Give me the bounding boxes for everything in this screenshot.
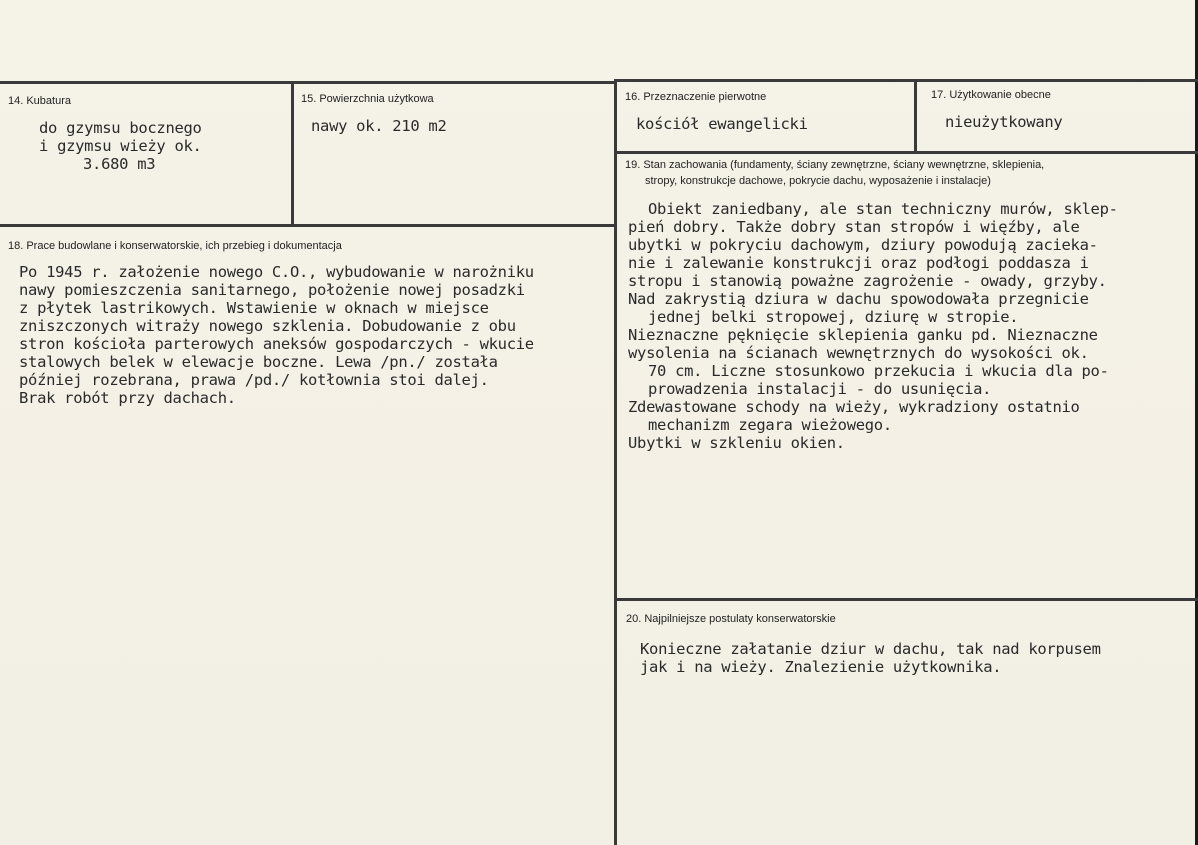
center-divider [614, 80, 617, 845]
field-19-line-11: prowadzenia instalacji - do usunięcia. [648, 380, 992, 398]
field-19-label-line-1: 19. Stan zachowania (fundamenty, ściany zewnętrzne, ściany wewnętrzne, sklepienia, [625, 159, 1045, 171]
field-19-line-5: stropu i stanowią poważne zagrożenie - owady, grzyby. [628, 272, 1107, 290]
field-19-label-line-2: stropy, konstrukcje dachowe, pokrycie dachu, wyposażenie i instalacje) [645, 175, 991, 187]
divider-16-17 [914, 80, 917, 152]
rule-below-16-17 [615, 151, 1198, 154]
field-19-line-8: Nieznaczne pęknięcie sklepienia ganku pd. Nieznaczne [628, 326, 1098, 344]
field-14-line-1: do gzymsu bocznego [39, 119, 202, 137]
field-16-label: 16. Przeznaczenie pierwotne [625, 91, 767, 103]
field-19-line-4: nie i zalewanie konstrukcji oraz podłogi poddasza i [628, 254, 1089, 272]
field-20-line-1: Konieczne załatanie dziur w dachu, tak nad korpusem [640, 640, 1101, 658]
field-18-line-2: nawy pomieszczenia sanitarnego, położenie nowej posadzki [19, 281, 525, 299]
field-19-line-1: Obiekt zaniedbany, ale stan techniczny murów, sklep- [648, 200, 1118, 218]
rule-below-14-15 [0, 224, 616, 227]
field-18-line-1: Po 1945 r. założenie nowego C.O., wybudowanie w narożniku [19, 263, 534, 281]
field-19-line-9: wysolenia na ścianach wewnętrznych do wysokości ok. [628, 344, 1089, 362]
field-18-label: 18. Prace budowlane i konserwatorskie, ich przebieg i dokumentacja [8, 240, 342, 252]
field-14-line-2: i gzymsu wieży ok. [39, 137, 202, 155]
divider-14-15 [291, 82, 294, 226]
field-14-label: 14. Kubatura [8, 95, 71, 107]
top-rule-right [614, 79, 1198, 82]
top-rule-left [0, 81, 617, 84]
field-19-line-7: jednej belki stropowej, dziurę w stropie. [648, 308, 1019, 326]
field-18-line-8: Brak robót przy dachach. [19, 389, 236, 407]
field-19-line-14: Ubytki w szkleniu okien. [628, 434, 845, 452]
field-17-label: 17. Użytkowanie obecne [931, 89, 1051, 101]
field-18-line-3: z płytek lastrikowych. Wstawienie w oknach w miejsce [19, 299, 489, 317]
field-19-line-13: mechanizm zegara wieżowego. [648, 416, 892, 434]
field-20-line-2: jak i na wieży. Znalezienie użytkownika. [640, 658, 1002, 676]
field-19-line-10: 70 cm. Liczne stosunkowo przekucia i wkucia dla po- [648, 362, 1109, 380]
field-19-line-12: Zdewastowane schody na wieży, wykradziony ostatnio [628, 398, 1080, 416]
field-15-label: 15. Powierzchnia użytkowa [301, 93, 434, 105]
field-18-line-4: zniszczonych witraży nowego szklenia. Dobudowanie z obu [19, 317, 516, 335]
field-17-value: nieużytkowany [945, 113, 1063, 131]
field-19-line-6: Nad zakrystią dziura w dachu spowodowała przegnicie [628, 290, 1089, 308]
field-18-line-6: stalowych belek w elewacje boczne. Lewa /pn./ została [19, 353, 498, 371]
rule-above-20 [615, 598, 1198, 601]
field-15-value: nawy ok. 210 m2 [311, 117, 447, 135]
field-18-line-7: później rozebrana, prawa /pd./ kotłownia stoi dalej. [19, 371, 489, 389]
field-20-label: 20. Najpilniejsze postulaty konserwatorskie [626, 613, 836, 625]
field-19-line-3: ubytki w pokryciu dachowym, dziury powodują zacieka- [628, 236, 1098, 254]
field-16-value: kościół ewangelicki [636, 115, 808, 133]
field-14-line-3: 3.680 m3 [83, 155, 156, 173]
field-19-line-2: pień dobry. Także dobry stan stropów i więźby, ale [628, 218, 1080, 236]
field-18-line-5: stron kościoła parterowych aneksów gospodarczych - wkucie [19, 335, 534, 353]
